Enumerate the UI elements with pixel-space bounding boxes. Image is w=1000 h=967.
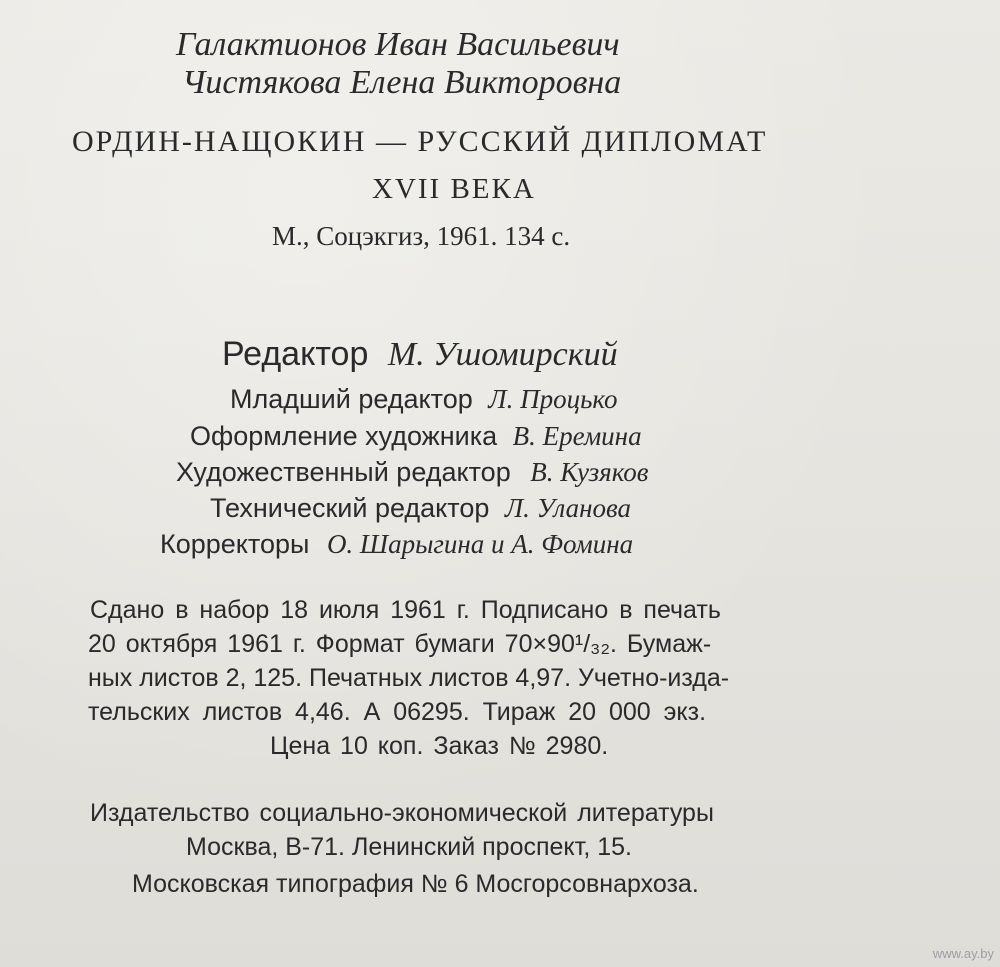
art-editor-role: Художественный редактор xyxy=(176,457,511,487)
author-1: Галактионов Иван Васильевич xyxy=(176,26,620,63)
design-role: Оформление художника xyxy=(190,421,498,451)
site-watermark: www.ay.by xyxy=(932,946,994,961)
print-details-line-4: тельских листов 4,46. А 06295. Тираж 20 000 экз. xyxy=(88,698,707,726)
junior-editor-name: Л. Процько xyxy=(488,384,618,414)
publisher-line-2: Москва, В-71. Ленинский проспект, 15. xyxy=(186,833,632,861)
correctors-credit xyxy=(160,531,633,558)
print-details-line-1: Сдано в набор 18 июля 1961 г. Подписано в печать xyxy=(90,596,721,624)
art-editor-credit xyxy=(176,459,649,486)
imprint: М., Соцэкгиз, 1961. 134 с. xyxy=(272,221,571,251)
correctors-role: Корректоры xyxy=(160,529,310,559)
book-title-line-2: XVII ВЕКА xyxy=(372,173,536,205)
tech-editor-credit xyxy=(210,495,631,522)
design-credit xyxy=(190,423,642,450)
author-2: Чистякова Елена Викторовна xyxy=(182,64,622,101)
editor-role: Редактор xyxy=(222,335,369,373)
print-details-line-2: 20 октября 1961 г. Формат бумаги 70×90¹/₃₂. Бумаж- xyxy=(88,630,712,658)
tech-editor-role: Технический редактор xyxy=(210,493,490,523)
printer-line: Московская типография № 6 Мосгорсовнархоза. xyxy=(132,870,699,898)
print-details-line-3: ных листов 2, 125. Печатных листов 4,97. Учетно-изда- xyxy=(88,664,730,692)
tech-editor-name: Л. Уланова xyxy=(504,493,632,523)
junior-editor-role: Младший редактор xyxy=(230,384,473,414)
art-editor-name: В. Кузяков xyxy=(530,457,649,487)
editor-credit xyxy=(222,337,618,372)
book-title-line-1: ОРДИН-НАЩОКИН — РУССКИЙ ДИПЛОМАТ xyxy=(72,125,768,158)
junior-editor-credit xyxy=(230,386,617,413)
design-name: В. Еремина xyxy=(512,421,642,451)
correctors-name: О. Шарыгина и А. Фомина xyxy=(326,529,634,559)
editor-name: М. Ушомирский xyxy=(387,336,618,373)
print-details-line-5: Цена 10 коп. Заказ № 2980. xyxy=(270,732,609,760)
publisher-line-1: Издательство социально-экономической литературы xyxy=(90,799,714,827)
